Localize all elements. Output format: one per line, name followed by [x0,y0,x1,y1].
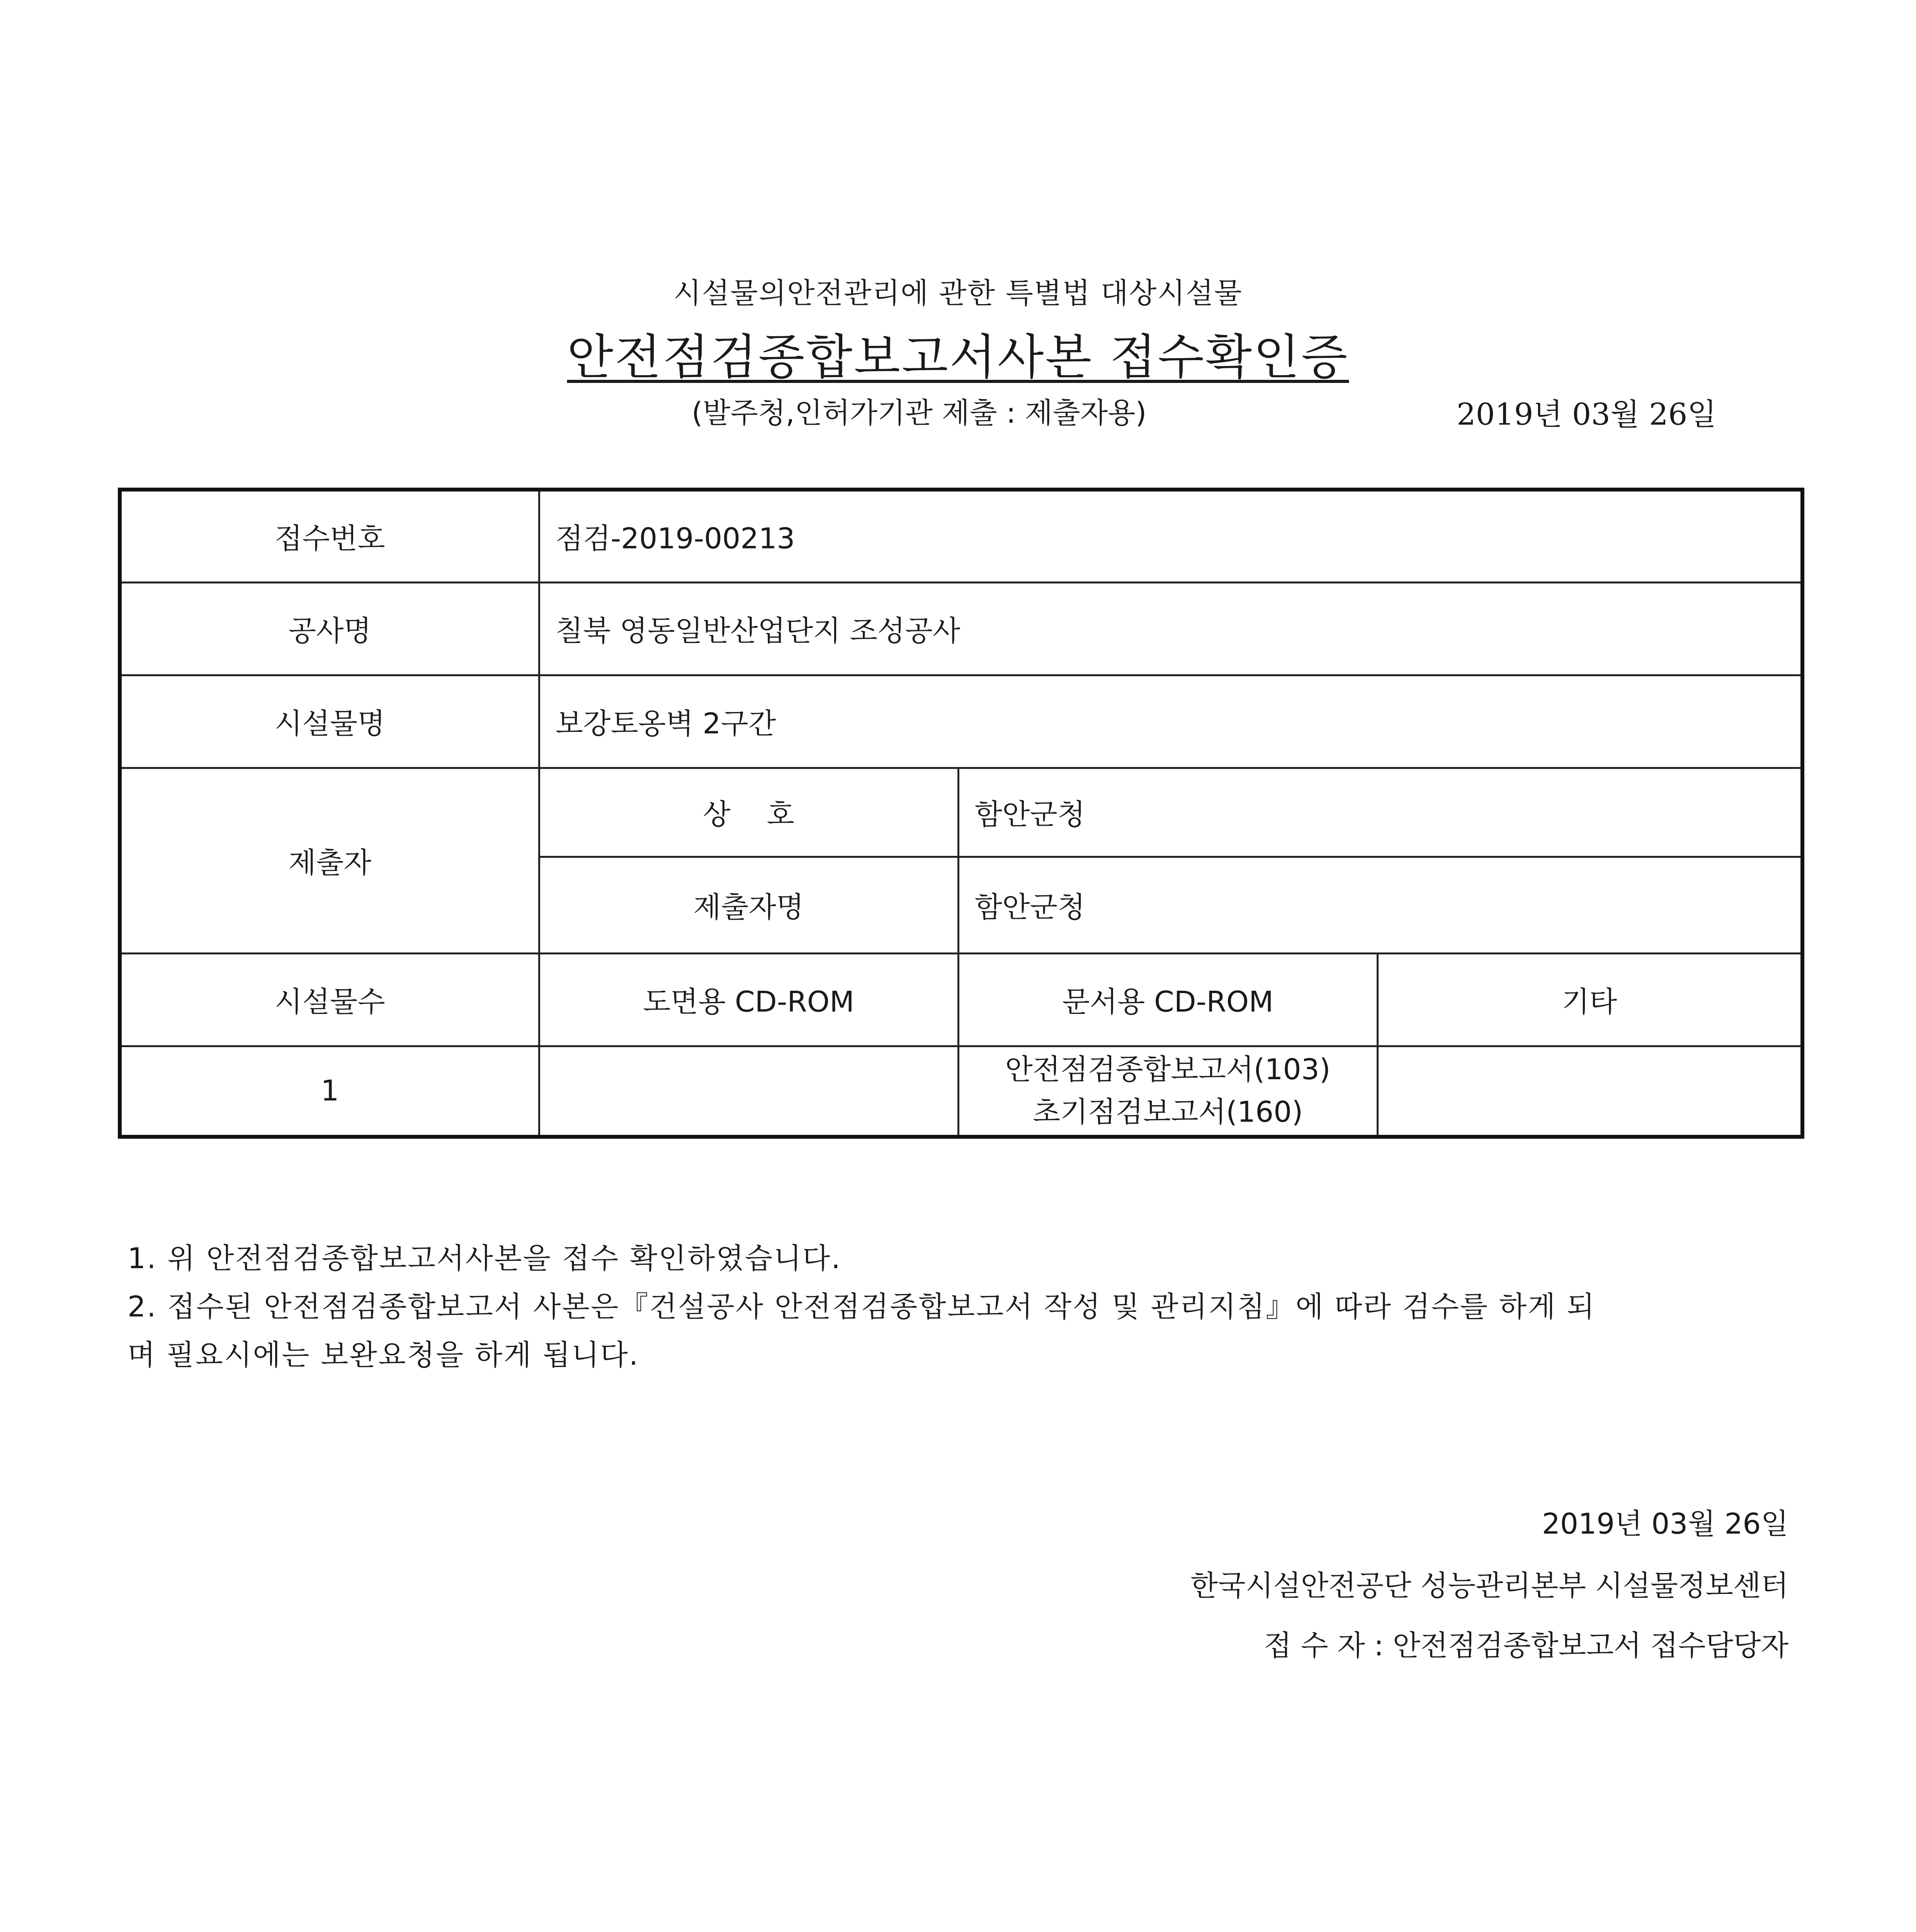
note-line-1: 1. 위 안전점검종합보고서사본을 접수 확인하였습니다. [128,1242,842,1275]
project-value: 칠북 영동일반산업단지 조성공사 [539,582,1802,675]
document-title [0,319,1916,388]
notes [128,1235,1789,1379]
header-document-cd: 문서용 CD-ROM [958,953,1377,1046]
drawing-cd-value [539,1046,958,1137]
note-line-3: 며 필요시에는 보완요청을 하게 됩니다. [128,1338,639,1372]
receipt-no-label: 접수번호 [120,490,539,582]
submitter-name-label: 제출자명 [539,857,958,953]
row-receipt-no [120,490,1802,582]
row-submitter-company [120,768,1802,857]
row-count-headers [120,953,1802,1046]
facility-label: 시설물명 [120,675,539,768]
company-label: 상 호 [539,768,958,857]
submitter-label: 제출자 [120,768,539,953]
document-cd-line-1: 안전점검종합보고서(103) [1005,1053,1331,1087]
company-value: 함안군청 [958,768,1802,857]
signature-date: 2019년 03월 26일 [1542,1507,1788,1541]
document-cd-value [958,1046,1377,1137]
note-line-2: 2. 접수된 안전점검종합보고서 사본은『건설공사 안전점검종합보고서 작성 및 관리지침』에 따라 검수를 하게 되 [128,1290,1596,1323]
submitter-name-value: 함안군청 [958,857,1802,953]
row-count-values [120,1046,1802,1137]
document-subtitle: 시설물의안전관리에 관한 특별법 대상시설물 [673,277,1243,310]
header-facility-count: 시설물수 [120,953,539,1046]
project-label: 공사명 [120,582,539,675]
facility-count-value: 1 [120,1046,539,1137]
document-date: 2019년 03월 26일 [1457,397,1717,432]
other-value [1377,1046,1802,1137]
row-project [120,582,1802,675]
document-purpose: (발주청,인허가기관 제출 : 제출자용) [692,396,1147,430]
document-cd-line-2: 초기점검보고서(160) [1032,1095,1303,1129]
signature-organization: 한국시설안전공단 성능관리본부 시설물정보센터 [1190,1569,1788,1602]
signature-receiver: 접 수 자 : 안전점검종합보고서 접수담당자 [1264,1629,1788,1662]
header-drawing-cd: 도면용 CD-ROM [539,953,958,1046]
receipt-form-table [118,488,1804,1139]
header-other: 기타 [1377,953,1802,1046]
receipt-no-value: 점검-2019-00213 [539,490,1802,582]
facility-value: 보강토옹벽 2구간 [539,675,1802,768]
title-text: 안전점검종합보고서사본 접수확인증 [567,330,1349,385]
row-facility [120,675,1802,768]
